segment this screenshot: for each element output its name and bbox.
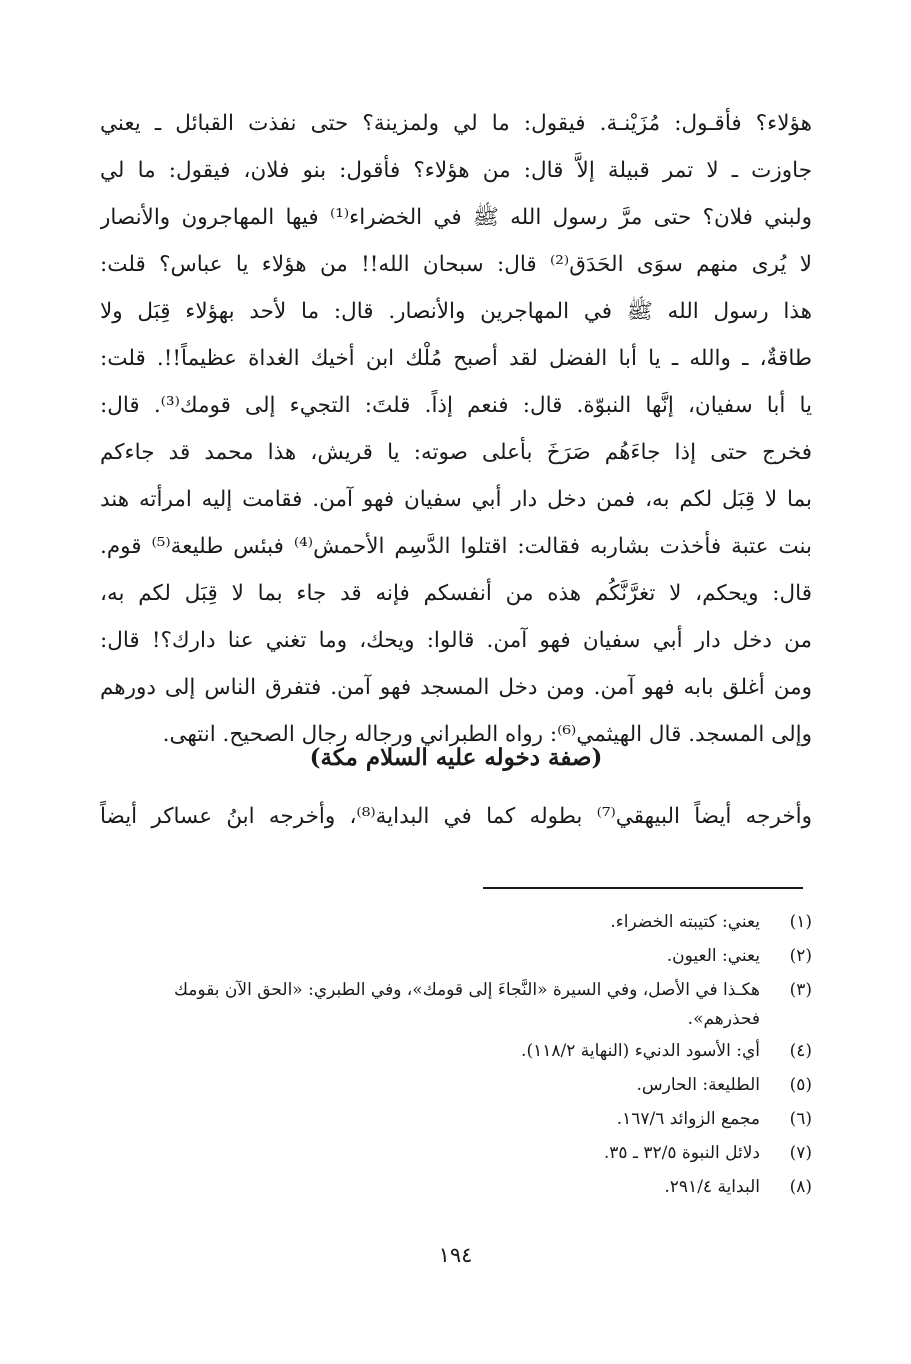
footnote-item bbox=[100, 939, 812, 973]
text-line: طاقةٌ، ـ والله ـ يا أبا الفضل لقد أصبح مُلْك ابن أخيك الغداة عظيماً!!. قلت: bbox=[100, 346, 812, 371]
footnote-item bbox=[100, 1102, 812, 1136]
footnote-number: (١) bbox=[789, 912, 812, 932]
footnote-item bbox=[100, 1034, 812, 1068]
text-line: من دخل دار أبي سفيان فهو آمن. قالوا: ويحك، وما تغني عنا دارك؟! قال: bbox=[100, 628, 812, 653]
text-line: جاوزت ـ لا تمر قبيلة إلاَّ قال: من هؤلاء؟ فأقول: بنو فلان، فيقول: ما لي bbox=[100, 158, 812, 183]
text-line: بنت عتبة فأخذت بشاربه فقالت: اقتلوا الدَّسِم الأحمش⁽⁴⁾ فبئس طليعة⁽⁵⁾ قوم. bbox=[100, 534, 812, 559]
footnote-item bbox=[100, 973, 812, 1034]
footnote-number: (٦) bbox=[789, 1109, 812, 1129]
footnote-text: أي: الأسود الدنيء (النهاية ١١٨/٢). bbox=[521, 1041, 760, 1061]
footnote-text: يعني: كتيبته الخضراء. bbox=[610, 912, 760, 932]
text-line: وأخرجه أيضاً البيهقي⁽⁷⁾ بطوله كما في البداية⁽⁸⁾، وأخرجه ابنُ عساكر أيضاً bbox=[100, 804, 812, 829]
footnotes bbox=[100, 905, 812, 1204]
footnote-number: (٣) bbox=[789, 980, 812, 1000]
footnote-number: (٥) bbox=[789, 1075, 812, 1095]
text-line: هؤلاء؟ فأقـول: مُزَيْنـة. فيقول: ما لي ولمزينة؟ حتى نفذت القبائل ـ يعني bbox=[100, 111, 812, 136]
text-line: هذا رسول الله ﷺ في المهاجرين والأنصار. قال: ما لأحد بهؤلاء قِبَل ولا bbox=[100, 299, 812, 324]
footnote-number: (٨) bbox=[789, 1177, 812, 1197]
section-heading: (صفة دخوله عليه السلام مكة) bbox=[309, 744, 603, 771]
text-line: فخرج حتى إذا جاءَهُم صَرَخَ بأعلى صوته: يا قريش، هذا محمد قد جاءكم bbox=[100, 440, 812, 465]
footnote-item bbox=[100, 1136, 812, 1170]
footnote-item bbox=[100, 1170, 812, 1204]
text-line: ولبني فلان؟ حتى مرَّ رسول الله ﷺ في الخضراء⁽¹⁾ فيها المهاجرون والأنصار bbox=[100, 205, 812, 230]
main-text bbox=[100, 100, 812, 758]
footnote-number: (٧) bbox=[789, 1143, 812, 1163]
text-line: ومن أغلق بابه فهو آمن. ومن دخل المسجد فهو آمن. فتفرق الناس إلى دورهم bbox=[100, 675, 812, 700]
footnote-text: البداية ٢٩١/٤. bbox=[664, 1177, 760, 1197]
footnote-text: يعني: العيون. bbox=[666, 946, 760, 966]
text-line: قال: ويحكم، لا تغرَّنَّكُم هذه من أنفسكم فإنه قد جاء بما لا قِبَل لكم به، bbox=[100, 581, 812, 606]
footnote-divider bbox=[483, 887, 803, 889]
footnote-text: هكـذا في الأصل، وفي السيرة «النَّجاءَ إلى قومك»، وفي الطبري: «الحق الآن بقومك فحذرهم». bbox=[173, 980, 760, 1029]
footnote-text: الطليعة: الحارس. bbox=[636, 1075, 760, 1095]
footnote-item bbox=[100, 1068, 812, 1102]
text-line: يا أبا سفيان، إنَّها النبوّة. قال: فنعم إذاً. قلتَ: التجيء إلى قومك⁽³⁾. قال: bbox=[100, 393, 812, 418]
text-line: وإلى المسجد. قال الهيثمي⁽⁶⁾: رواه الطبراني ورجاله رجال الصحيح. انتهى. bbox=[162, 722, 812, 747]
page-number: ١٩٤ bbox=[438, 1243, 473, 1267]
text-line: لا يُرى منهم سوَى الحَدَق⁽²⁾ قال: سبحان الله!! من هؤلاء يا عباس؟ قلت: bbox=[100, 252, 812, 277]
footnote-number: (٢) bbox=[789, 946, 812, 966]
footnote-number: (٤) bbox=[789, 1041, 812, 1061]
footnote-item bbox=[100, 905, 812, 939]
footnote-text: دلائل النبوة ٣٢/٥ ـ ٣٥. bbox=[603, 1143, 760, 1163]
footnote-text: مجمع الزوائد ١٦٧/٦. bbox=[616, 1109, 760, 1129]
text-line: بما لا قِبَل لكم به، فمن دخل دار أبي سفيان فهو آمن. فقامت إليه امرأته هند bbox=[100, 487, 812, 512]
